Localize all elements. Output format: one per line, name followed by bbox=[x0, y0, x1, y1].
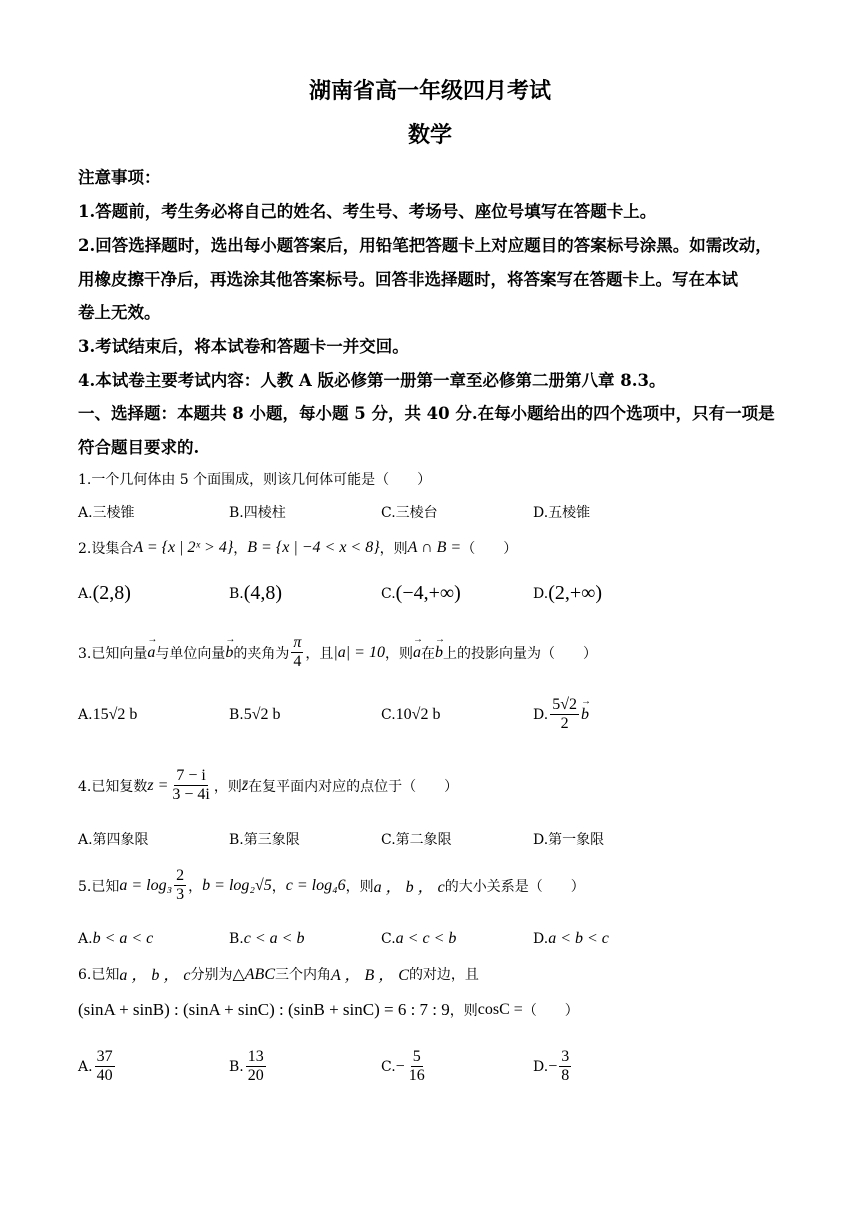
q5-vars: a ， b ， c bbox=[373, 879, 445, 896]
vector-a-2: → a bbox=[413, 644, 421, 662]
q3-text-4: ，且 bbox=[305, 645, 334, 662]
q2-ask: ，则 bbox=[379, 541, 408, 557]
angle-fraction: $\frac{\pi}{4}$ bbox=[293, 634, 302, 670]
q5-a-def: a = log₃ bbox=[119, 876, 173, 894]
complex-z-conjugate: z̄ bbox=[241, 776, 249, 794]
q5-option-d: D. a < b < c bbox=[533, 930, 609, 947]
note-item-4: 4.本试卷主要考试内容：人教 A 版必修第一册第一章至必修第二册第八章 8.3。 bbox=[78, 371, 666, 390]
q4-text-1: 4.已知复数 bbox=[78, 778, 148, 795]
norm-value: |a| = 10 bbox=[333, 643, 385, 661]
q2-set-a: A = {x | 2ˣ > 4} bbox=[133, 539, 234, 556]
q5-a-fraction: $\frac{2}{3}$ bbox=[176, 867, 185, 903]
note-item-2-line-1: 2.回答选择题时，选出每小题答案后，用铅笔把答题卡上对应题目的答案标号涂黑。如需改动， bbox=[78, 236, 772, 255]
q6-stem-line-2 bbox=[78, 1000, 579, 1020]
q2-option-c: C. (−4,+∞) bbox=[381, 582, 461, 604]
q2-tail: （ ） bbox=[461, 541, 518, 557]
q1-option-c: C.三棱台 bbox=[381, 505, 438, 521]
q6-stem-line-1 bbox=[78, 962, 479, 985]
q1-option-a: A.三棱锥 bbox=[78, 505, 135, 521]
q5-text-2: ，则 bbox=[345, 878, 374, 895]
q3-stem bbox=[78, 634, 597, 671]
q3-text-3: 的夹角为 bbox=[233, 645, 290, 662]
q6-option-b: B. $\frac{13}{20}$ bbox=[229, 1048, 264, 1084]
vector-a: → a bbox=[147, 644, 155, 662]
note-item-3: 3.考试结束后，将本试卷和答题卡一并交回。 bbox=[78, 337, 409, 356]
q3-text-1: 3.已知向量 bbox=[78, 645, 148, 662]
note-item-1: 1.答题前，考生务必将自己的姓名、考生号、考场号、座位号填写在答题卡上。 bbox=[78, 202, 657, 221]
q2-option-d: D. (2,+∞) bbox=[533, 582, 603, 604]
q6-option-a: A. $\frac{37}{40}$ bbox=[78, 1048, 113, 1084]
exam-title: 湖南省高一年级四月考试 bbox=[308, 78, 551, 104]
q2-set-b: B = {x | −4 < x < 8} bbox=[247, 539, 380, 556]
q4-text-3: 在复平面内对应的点位于（ ） bbox=[248, 778, 459, 795]
q4-option-b: B.第三象限 bbox=[229, 832, 300, 848]
q5-option-c: C. a < c < b bbox=[381, 930, 457, 947]
q2-option-b: B. (4,8) bbox=[229, 582, 283, 604]
q4-option-a: A.第四象限 bbox=[78, 832, 149, 848]
q5-text-1: 5.已知 bbox=[78, 878, 120, 895]
note-item-2-line-3: 卷上无效。 bbox=[78, 303, 161, 322]
q3-text-6: 在 bbox=[420, 645, 435, 662]
q4-text-2: ，则 bbox=[213, 778, 242, 795]
section-heading-line-1: 一、选择题：本题共 8 小题，每小题 5 分，共 40 分.在每小题给出的四个选项中，只有一项是 bbox=[78, 404, 775, 423]
q1-option-b: B.四棱柱 bbox=[229, 505, 286, 521]
q2-sep: ， bbox=[233, 541, 248, 557]
q5-stem: 5.已知 a = log₃ $\frac{2}{3}$ ， b = log₂√5 ， c = log₄6 ，则 a ， b ， c 的大小关系是（ ） bbox=[78, 867, 585, 903]
q6-text-5: ，则 bbox=[449, 1003, 478, 1019]
subject-title: 数学 bbox=[407, 122, 452, 148]
q4-option-c: C.第二象限 bbox=[381, 832, 452, 848]
complex-fraction: $\frac{7 - i}{3 - 4i}$ bbox=[172, 767, 210, 803]
q3-option-c: C. 10√2 b bbox=[381, 706, 441, 723]
q6-equation: (sinA + sinB) : (sinA + sinC) : (sinB + sinC) = 6 : 7 : 9 bbox=[78, 1000, 450, 1019]
q5-b-def: b = log₂√5 bbox=[202, 876, 272, 894]
q5-option-b: B. c < a < b bbox=[229, 930, 305, 947]
q2-expr: A ∩ B = bbox=[407, 539, 462, 556]
q6-text-4: 的对边，且 bbox=[408, 966, 479, 983]
q6-text-3: 三个内角 bbox=[275, 966, 331, 983]
q5-c-def: c = log₄6 bbox=[285, 876, 346, 894]
notes-heading: 注意事项： bbox=[78, 168, 161, 187]
vector-b: → b bbox=[225, 644, 233, 662]
q6-angles: A ， B ， C bbox=[331, 967, 409, 984]
q2-option-a: A. (2,8) bbox=[78, 582, 131, 604]
q2-prefix: 2.设集合 bbox=[78, 541, 134, 557]
note-item-2-line-2: 用橡皮擦干净后，再选涂其他答案标号。回答非选择题时，将答案写在答题卡上。写在本试 bbox=[78, 270, 738, 289]
complex-z: z = bbox=[147, 776, 169, 794]
q4-option-d: D.第一象限 bbox=[533, 832, 605, 848]
q1-stem: 1.一个几何体由 5 个面围成，则该几何体可能是（ ） bbox=[78, 472, 432, 488]
q4-stem bbox=[78, 767, 458, 804]
q3-text-5: ，则 bbox=[384, 645, 413, 662]
q5-option-a: A. b < a < c bbox=[78, 930, 154, 947]
q3-text-2: 与单位向量 bbox=[155, 645, 226, 662]
q5-text-3: 的大小关系是（ ） bbox=[444, 878, 585, 895]
q6-text-1: 6.已知 bbox=[78, 966, 120, 983]
q3-option-a: A. 15√2 b bbox=[78, 706, 138, 723]
q6-text-2: 分别为 bbox=[190, 966, 233, 983]
q3-option-d: D. $\frac{5√2}{2}$ → b bbox=[533, 696, 589, 733]
q3-text-7: 上的投影向量为（ ） bbox=[442, 645, 597, 662]
q6-cos: cosC = bbox=[477, 1001, 523, 1018]
q2-stem bbox=[78, 538, 517, 558]
q6-tail: （ ） bbox=[522, 1003, 579, 1019]
vector-b-2: → b bbox=[435, 644, 443, 662]
q6-triangle: △ABC bbox=[232, 965, 275, 983]
q1-option-d: D.五棱锥 bbox=[533, 505, 591, 521]
section-heading-line-2: 符合题目要求的. bbox=[78, 438, 200, 457]
q3-option-b: B. 5√2 b bbox=[229, 706, 281, 723]
q6-option-d: D. − $\frac{3}{8}$ bbox=[533, 1048, 570, 1084]
q6-vars: a ， b ， c bbox=[119, 967, 191, 984]
q6-option-c: C. − $\frac{5}{16}$ bbox=[381, 1048, 425, 1084]
